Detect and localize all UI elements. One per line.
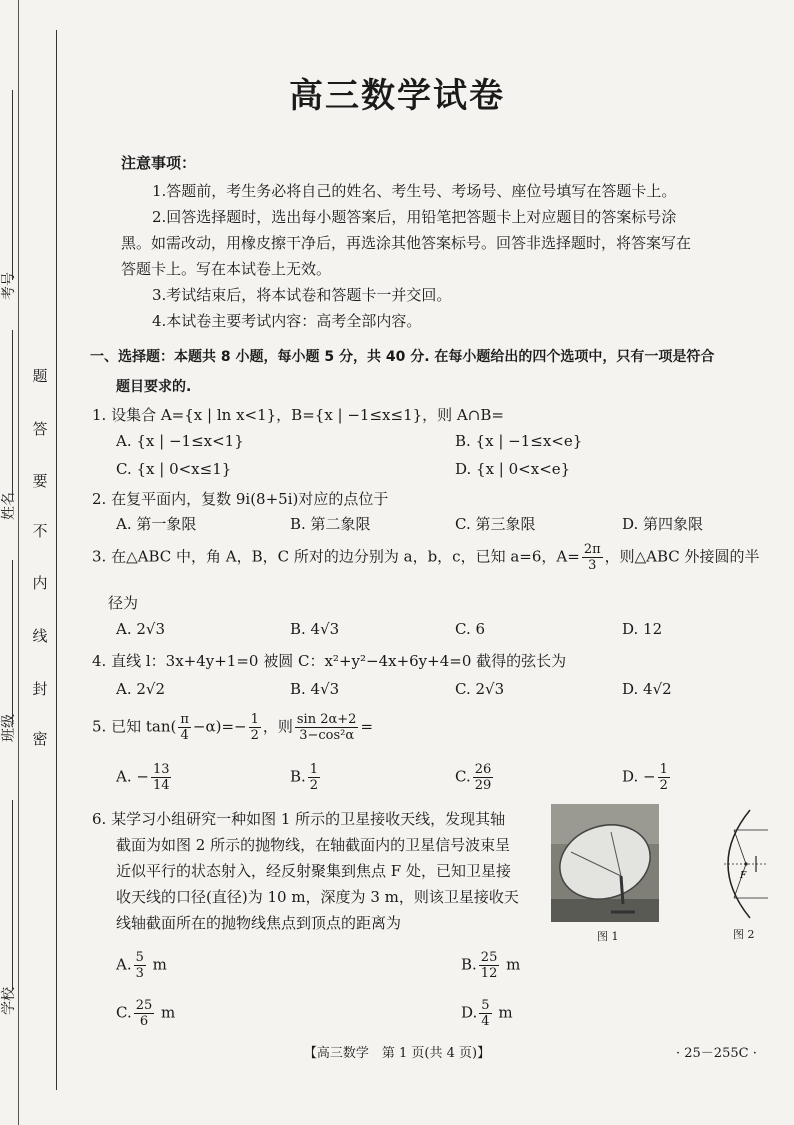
seal-char: 密 bbox=[32, 730, 48, 748]
seal-char: 不 bbox=[32, 522, 48, 540]
fraction bbox=[479, 950, 500, 981]
fraction bbox=[479, 998, 491, 1029]
numerator: 2π bbox=[583, 542, 601, 557]
binding-line-outer bbox=[18, 0, 19, 1125]
exam-number-label: 考号 bbox=[1, 272, 17, 300]
option-d: D. 12 bbox=[622, 620, 663, 638]
stem-text: −α)=− bbox=[192, 717, 247, 736]
numerator: sin 2α+2 bbox=[296, 712, 357, 727]
option-c: C. 第三象限 bbox=[455, 515, 536, 533]
fraction bbox=[308, 762, 320, 793]
numerator: π bbox=[180, 712, 189, 727]
numerator: 1 bbox=[250, 712, 259, 727]
numerator: 26 bbox=[474, 762, 492, 777]
option-c: C. 2√3 bbox=[455, 680, 505, 698]
question-stem: 截面为如图 2 所示的抛物线，在轴截面内的卫星信号波束呈 bbox=[116, 836, 511, 854]
denominator: 3 bbox=[588, 558, 597, 573]
question-stem: 收天线的口径(直径)为 10 m，深度为 3 m，则该卫星接收天 bbox=[116, 888, 519, 906]
question-stem-cont: 径为 bbox=[108, 594, 139, 612]
parabola-diagram bbox=[712, 808, 770, 920]
numerator: 25 bbox=[480, 950, 498, 965]
stem-text: ，则 bbox=[262, 717, 293, 736]
option-a: A. 2√3 bbox=[116, 620, 166, 638]
option-c: C. {x | 0<x≤1} bbox=[116, 460, 232, 478]
denominator: 2 bbox=[309, 778, 319, 793]
unit: m bbox=[161, 1003, 176, 1022]
seal-char: 要 bbox=[32, 472, 48, 490]
binding-line-inner bbox=[56, 30, 57, 1090]
seal-char: 内 bbox=[32, 574, 48, 592]
notice-line: 3.考试结束后，将本试卷和答题卡一并交回。 bbox=[152, 286, 452, 304]
seal-char: 答 bbox=[32, 420, 48, 438]
denominator: 4 bbox=[180, 728, 189, 743]
option-b bbox=[290, 762, 322, 793]
option-label: D. − bbox=[622, 767, 656, 786]
option-a bbox=[116, 762, 173, 793]
numerator: 5 bbox=[135, 950, 144, 965]
numerator: 25 bbox=[135, 998, 153, 1013]
class-blank bbox=[12, 560, 13, 725]
school-blank bbox=[12, 800, 13, 990]
denominator: 2 bbox=[659, 778, 668, 793]
question-stem bbox=[92, 542, 760, 573]
fraction bbox=[658, 762, 670, 793]
seal-char: 题 bbox=[32, 367, 48, 385]
name-label: 姓名 bbox=[1, 492, 17, 520]
option-label: C. bbox=[455, 767, 471, 786]
option-label: C. bbox=[116, 1003, 132, 1022]
notice-heading: 注意事项： bbox=[121, 154, 197, 172]
figure-2-caption: 图 2 bbox=[733, 928, 755, 941]
denominator: 4 bbox=[481, 1014, 490, 1029]
option-b: B. 4√3 bbox=[290, 620, 340, 638]
question-stem: 6. 某学习小组研究一种如图 1 所示的卫星接收天线，发现其轴 bbox=[92, 810, 506, 828]
fraction bbox=[178, 712, 191, 743]
option-b: B. 4√3 bbox=[290, 680, 340, 698]
option-d: D. 第四象限 bbox=[622, 515, 704, 533]
figure-1-caption: 图 1 bbox=[597, 930, 619, 943]
question-stem: 2. 在复平面内，复数 9i(8+5i)对应的点位于 bbox=[92, 490, 389, 508]
question-stem: 4. 直线 l：3x+4y+1=0 被圆 C：x²+y²−4x+6y+4=0 截得的弦长为 bbox=[92, 652, 567, 670]
notice-line: 答题卡上。写在本试卷上无效。 bbox=[121, 260, 332, 278]
option-b: B. {x | −1≤x<e} bbox=[455, 432, 583, 450]
option-c bbox=[455, 762, 495, 793]
notice-line: 4.本试卷主要考试内容：高考全部内容。 bbox=[152, 312, 422, 330]
paper-code: · 25－255C · bbox=[676, 1046, 757, 1061]
option-d bbox=[461, 998, 513, 1029]
name-blank bbox=[12, 330, 13, 500]
question-stem bbox=[92, 712, 373, 743]
stem-text: 5. 已知 tan( bbox=[92, 717, 177, 736]
notice-line: 2.回答选择题时，选出每小题答案后，用铅笔把答题卡上对应题目的答案标号涂 bbox=[152, 208, 677, 226]
denominator: 3−cos²α bbox=[299, 728, 355, 743]
option-label: D. bbox=[461, 1003, 478, 1022]
option-a: A. {x | −1≤x<1} bbox=[116, 432, 244, 450]
option-c: C. 6 bbox=[455, 620, 486, 638]
seal-char: 线 bbox=[32, 627, 48, 645]
fraction bbox=[582, 542, 603, 573]
section-title-cont: 题目要求的. bbox=[116, 379, 192, 395]
exam-number-blank bbox=[12, 90, 13, 280]
option-label: A. bbox=[116, 955, 132, 974]
fraction bbox=[473, 762, 494, 793]
denominator: 12 bbox=[480, 966, 498, 981]
fraction bbox=[134, 998, 155, 1029]
class-label: 班级 bbox=[1, 714, 17, 742]
denominator: 14 bbox=[152, 778, 170, 793]
option-a: A. 2√2 bbox=[116, 680, 166, 698]
satellite-dish-photo bbox=[551, 804, 659, 922]
unit: m bbox=[506, 955, 521, 974]
option-label: A. − bbox=[116, 767, 149, 786]
numerator: 1 bbox=[659, 762, 668, 777]
focus-label: F bbox=[740, 871, 747, 881]
page-title: 高三数学试卷 bbox=[289, 76, 505, 116]
option-a: A. 第一象限 bbox=[116, 515, 197, 533]
page-footer: 【高三数学 第 1 页(共 4 页)】 bbox=[303, 1046, 491, 1061]
question-stem: 线轴截面所在的抛物线焦点到顶点的距离为 bbox=[116, 914, 402, 932]
denominator: 6 bbox=[139, 1014, 149, 1029]
numerator: 1 bbox=[309, 762, 319, 777]
fraction bbox=[134, 950, 146, 981]
option-d: D. 4√2 bbox=[622, 680, 672, 698]
fraction bbox=[151, 762, 172, 793]
school-label: 学校 bbox=[1, 987, 17, 1015]
denominator: 2 bbox=[250, 728, 259, 743]
numerator: 5 bbox=[481, 998, 490, 1013]
numerator: 13 bbox=[152, 762, 170, 777]
option-b bbox=[461, 950, 520, 981]
denominator: 29 bbox=[474, 778, 492, 793]
seal-char: 封 bbox=[32, 680, 48, 698]
option-c bbox=[116, 998, 175, 1029]
question-stem: 1. 设集合 A={x | ln x<1}，B={x | −1≤x≤1}，则 A∩B= bbox=[92, 406, 504, 424]
unit: m bbox=[498, 1003, 513, 1022]
stem-text: ，则△ABC 外接圆的半 bbox=[604, 547, 760, 566]
option-d bbox=[622, 762, 672, 793]
option-b: B. 第二象限 bbox=[290, 515, 371, 533]
stem-text: 3. 在△ABC 中，角 A，B，C 所对的边分别为 a，b，c，已知 a=6，A= bbox=[92, 547, 580, 566]
unit: m bbox=[152, 955, 167, 974]
option-d: D. {x | 0<x<e} bbox=[455, 460, 571, 478]
fraction bbox=[295, 712, 359, 743]
denominator: 3 bbox=[135, 966, 144, 981]
option-a bbox=[116, 950, 167, 981]
notice-line: 1.答题前，考生务必将自己的姓名、考生号、考场号、座位号填写在答题卡上。 bbox=[152, 182, 677, 200]
option-label: B. bbox=[290, 767, 306, 786]
notice-line: 黑。如需改动，用橡皮擦干净后，再选涂其他答案标号。回答非选择题时，将答案写在 bbox=[121, 234, 692, 252]
fraction bbox=[249, 712, 261, 743]
section-title: 一、选择题：本题共 8 小题，每小题 5 分，共 40 分. 在每小题给出的四个选项中，只有一项是符合 bbox=[90, 349, 715, 365]
option-label: B. bbox=[461, 955, 477, 974]
question-stem: 近似平行的状态射入，经反射聚集到焦点 F 处，已知卫星接 bbox=[116, 862, 511, 880]
stem-text: = bbox=[360, 717, 374, 736]
